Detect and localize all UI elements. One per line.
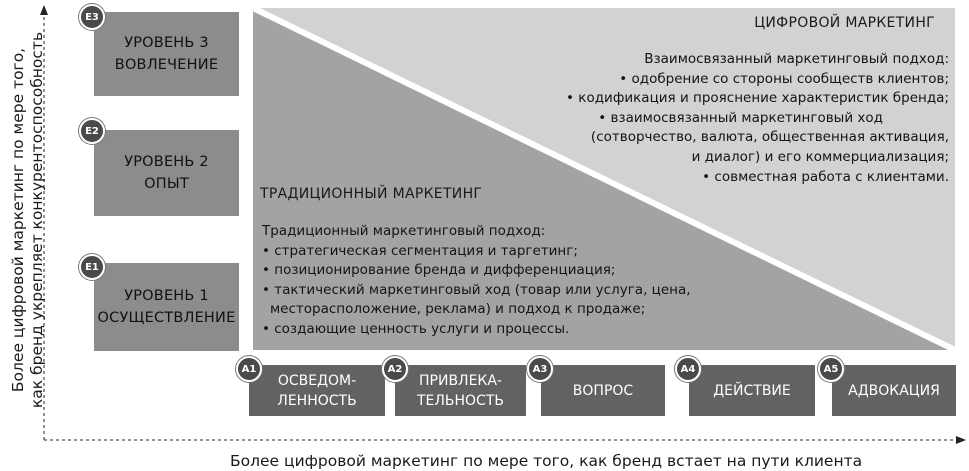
y-axis-label-line1: Более цифровой маркетинг по мере того, xyxy=(9,47,27,393)
level-box-execution xyxy=(94,263,239,351)
traditional-line: • тактический маркетинговый ход (товар или услуга, цена, xyxy=(262,281,691,298)
stage-box-ask xyxy=(541,365,665,416)
stage-label: ТЕЛЬНОСТЬ xyxy=(416,392,504,409)
traditional-line: • позиционирование бренда и дифференциация; xyxy=(262,262,616,279)
stage-box-appeal xyxy=(395,365,526,416)
x-axis-arrow-icon xyxy=(956,436,966,444)
level-title: УРОВЕНЬ 1 xyxy=(124,288,209,304)
x-axis-label: Более цифровой маркетинг по мере того, как бренд встает на пути клиента xyxy=(230,452,863,470)
traditional-line: месторасположение, реклама) и подход к продаже; xyxy=(270,301,646,318)
stage-label: ДЕЙСТВИЕ xyxy=(713,382,791,399)
traditional-marketing-title: ТРАДИЦИОННЫЙ МАРКЕТИНГ xyxy=(260,186,483,202)
stage-label: ВОПРОС xyxy=(572,382,634,399)
badge-a1: A1 xyxy=(236,356,262,382)
stage-box-awareness xyxy=(249,365,385,416)
stage-box-act xyxy=(689,365,815,416)
digital-line: • кодификация и прояснение характеристик бренда; xyxy=(566,90,949,107)
level-subtitle: ОПЫТ xyxy=(144,176,189,192)
digital-line: (сотворчество, валюта, общественная активация, xyxy=(590,129,949,146)
badge-a4: A4 xyxy=(675,356,701,382)
digital-line: • взаимосвязанный маркетинговый ход xyxy=(598,109,883,126)
y-axis-label-line2: как бренд укрепляет конкурентоспособность xyxy=(28,31,46,409)
level-subtitle: ОСУЩЕСТВЛЕНИЕ xyxy=(97,310,236,326)
digital-marketing-text xyxy=(566,50,949,187)
badge-e2: E2 xyxy=(79,118,105,144)
digital-line: Взаимосвязанный маркетинговый подход: xyxy=(644,51,949,67)
badge-a2: A2 xyxy=(382,356,408,382)
traditional-marketing-text xyxy=(262,222,691,340)
traditional-line: Традиционный маркетинговый подход: xyxy=(262,223,546,239)
level-title: УРОВЕНЬ 2 xyxy=(124,154,209,170)
stage-label: АДВОКАЦИЯ xyxy=(848,382,940,399)
traditional-line: • стратегическая сегментация и таргетинг; xyxy=(262,242,578,259)
level-box-experience xyxy=(94,130,239,216)
digital-line: • одобрение со стороны сообществ клиентов; xyxy=(619,70,949,87)
badge-a5: A5 xyxy=(818,356,844,382)
traditional-line: • создающие ценность услуги и процессы. xyxy=(262,320,570,337)
level-box-engagement xyxy=(94,12,239,96)
stage-label: ПРИВЛЕКА- xyxy=(419,372,502,389)
level-subtitle: ВОВЛЕЧЕНИЕ xyxy=(114,57,219,73)
stage-box-advocate xyxy=(832,365,956,416)
digital-line: • совместная работа с клиентами. xyxy=(702,168,949,185)
digital-line: и диалог) и его коммерциализация; xyxy=(691,148,949,165)
badge-e3: E3 xyxy=(79,4,105,30)
digital-marketing-title: ЦИФРОВОЙ МАРКЕТИНГ xyxy=(754,15,935,31)
level-title: УРОВЕНЬ 3 xyxy=(124,35,209,51)
y-axis-arrow-icon xyxy=(40,5,48,15)
stage-label: ЛЕННОСТЬ xyxy=(277,392,357,409)
badge-a3: A3 xyxy=(527,356,553,382)
badge-e1: E1 xyxy=(79,254,105,280)
stage-label: ОСВЕДОМ- xyxy=(277,372,357,389)
